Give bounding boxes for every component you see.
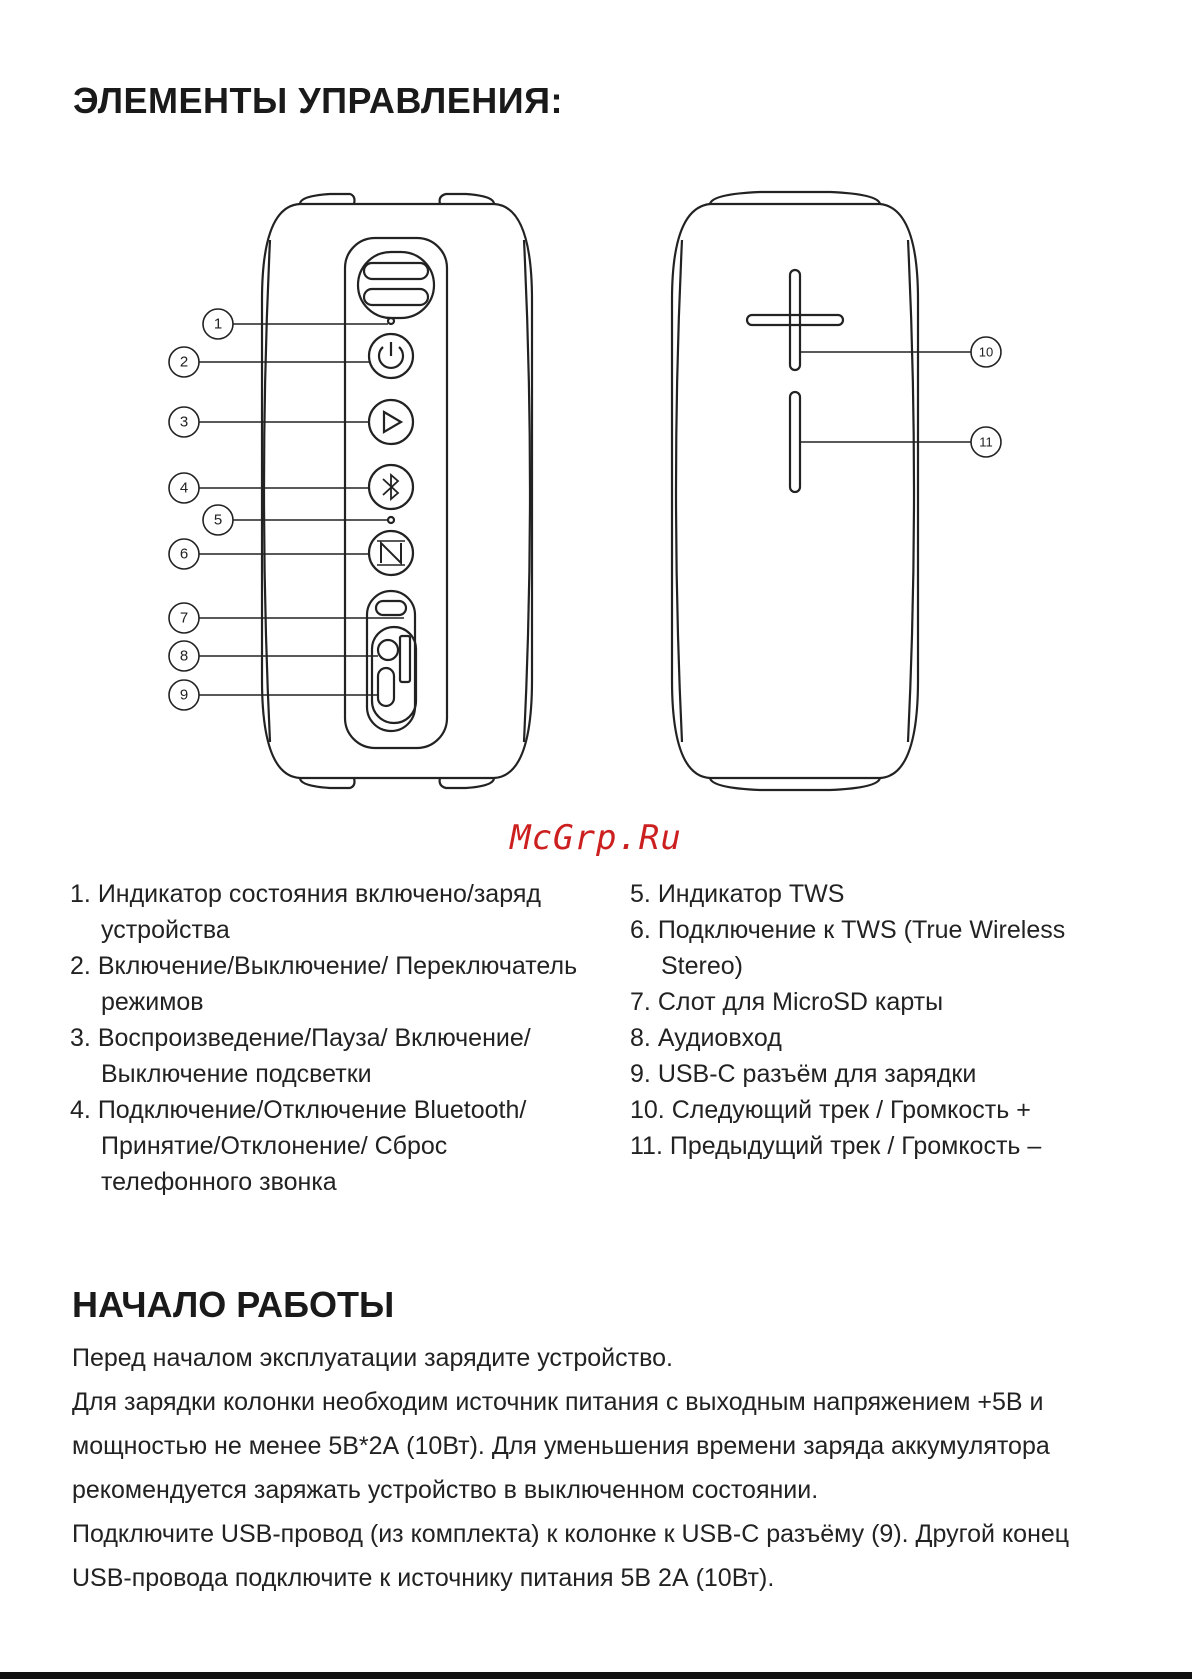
callout-3: 3 bbox=[179, 413, 189, 431]
status-led bbox=[388, 318, 394, 324]
legend-item: 5. Индикатор TWS bbox=[630, 880, 845, 908]
play-pause-button bbox=[369, 400, 413, 444]
volume-up-plus bbox=[790, 270, 800, 370]
callout-8: 8 bbox=[179, 647, 189, 665]
callout-5: 5 bbox=[213, 511, 223, 529]
callout-11: 11 bbox=[979, 434, 993, 450]
callout-1: 1 bbox=[213, 315, 223, 333]
legend-item: 10. Следующий трек / Громкость + bbox=[630, 1096, 1031, 1124]
paragraph: Для зарядки колонки необходим источник питания с выходным напряжением +5В и мощностью не менее 5В*2А (10Вт). Для уменьшения времени заряда аккумулятора рекомендуется заряжать устройство в выключенном состоянии. bbox=[72, 1388, 1050, 1504]
legend-item: 2. Включение/Выключение/ Переключатель режимов bbox=[70, 952, 578, 1016]
callout-4: 4 bbox=[179, 479, 189, 497]
callout-2: 2 bbox=[179, 353, 189, 371]
volume-down-minus bbox=[790, 392, 800, 492]
speaker-diagram bbox=[0, 180, 1192, 820]
legend-item: 7. Слот для MicroSD карты bbox=[630, 988, 944, 1016]
watermark: McGrp.Ru bbox=[510, 818, 682, 858]
paragraph: Перед началом эксплуатации зарядите устройство. bbox=[72, 1344, 673, 1372]
usb-c-port bbox=[378, 668, 394, 706]
legend-left bbox=[70, 876, 590, 1200]
legend-item: 1. Индикатор состояния включено/заряд устройства bbox=[70, 880, 541, 944]
speaker-front-view bbox=[262, 194, 532, 788]
section-title-controls: ЭЛЕМЕНТЫ УПРАВЛЕНИЯ: bbox=[73, 80, 563, 121]
callout-6: 6 bbox=[179, 545, 189, 563]
getting-started-text bbox=[72, 1336, 1132, 1600]
callout-7: 7 bbox=[179, 609, 189, 627]
bottom-rule bbox=[0, 1672, 1192, 1679]
section-title-getting-started: НАЧАЛО РАБОТЫ bbox=[72, 1284, 395, 1325]
paragraph: Подключите USB-провод (из комплекта) к колонке к USB-C разъёму (9). Другой конец USB-провода подключите к источнику питания 5В 2А (10Вт). bbox=[72, 1520, 1070, 1592]
callout-10: 10 bbox=[978, 344, 994, 360]
legend-item: 8. Аудиовход bbox=[630, 1024, 782, 1052]
legend-right bbox=[630, 876, 1150, 1164]
legend-item: 3. Воспроизведение/Пауза/ Включение/Выключение подсветки bbox=[70, 1024, 531, 1088]
legend-item: 11. Предыдущий трек / Громкость – bbox=[630, 1132, 1042, 1160]
callout-9: 9 bbox=[179, 686, 189, 704]
legend-item: 6. Подключение к TWS (True Wireless Stereo) bbox=[630, 916, 1066, 980]
speaker-back-view bbox=[672, 192, 918, 790]
tws-led bbox=[388, 517, 394, 523]
legend-item: 9. USB-C разъём для зарядки bbox=[630, 1060, 977, 1088]
microsd-slot bbox=[400, 636, 410, 682]
legend-item: 4. Подключение/Отключение Bluetooth/Принятие/Отклонение/ Сброс телефонного звонка bbox=[70, 1096, 527, 1196]
aux-port bbox=[378, 640, 398, 660]
